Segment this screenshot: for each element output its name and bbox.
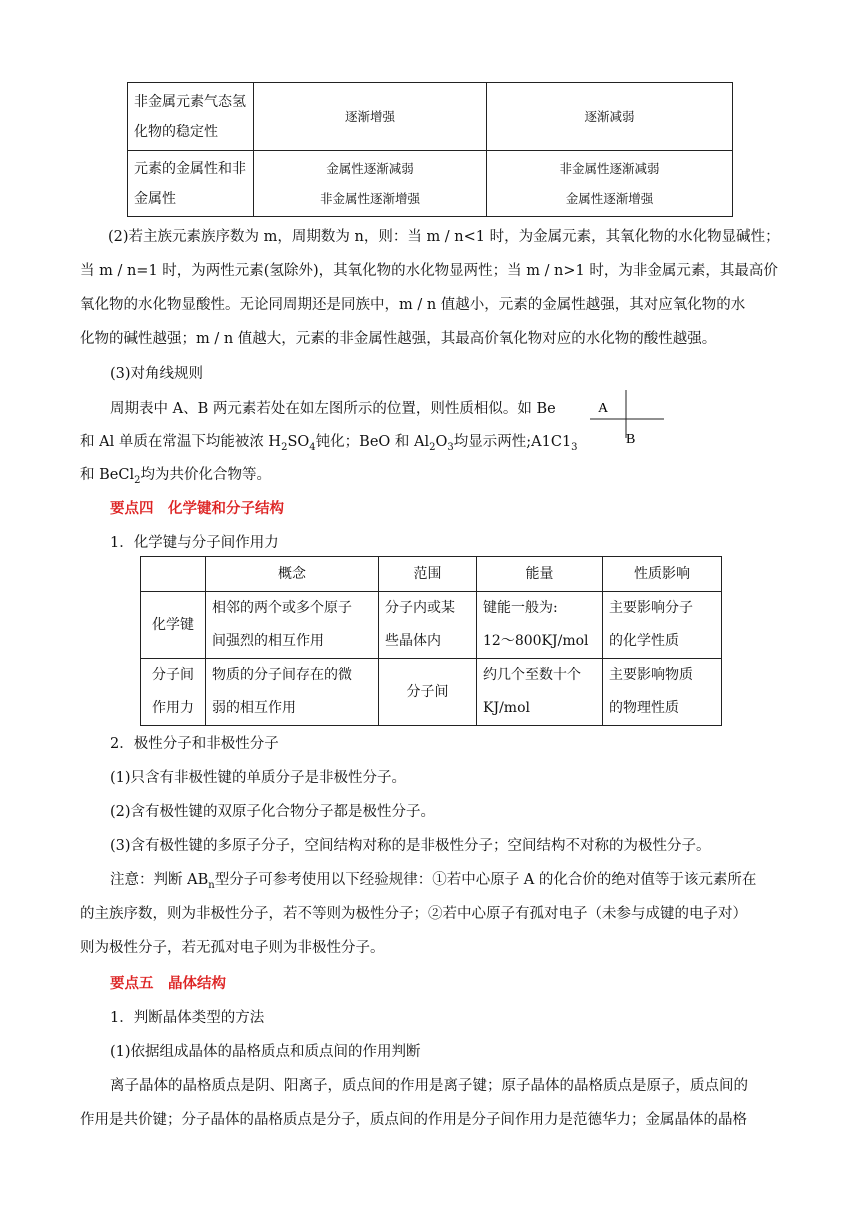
table-cell [254, 151, 487, 217]
diagonal-rule-line: 周期表中 A、B 两元素若处在如左图所示的位置，则性质相似。如 Be [110, 401, 556, 417]
chemical-bond-table [140, 556, 722, 726]
text-run: 钝化；BeO 和 Al [315, 434, 430, 450]
row-name: 化学键 [141, 592, 206, 659]
cell-line: 些晶体内 [385, 633, 441, 649]
text-run: 型分子可参考使用以下经验规律：①若中心原子 A 的化合价的绝对值等于该元素所在 [214, 872, 757, 888]
paragraph-line: 离子晶体的晶格质点是阴、阳离子，质点间的作用是离子键；原子晶体的晶格质点是原子，质点间的 [110, 1078, 748, 1094]
table-cell [477, 592, 603, 659]
diagonal-rule-line [80, 430, 578, 453]
header-cell: 能量 [477, 557, 603, 592]
paragraph-line: (1)依据组成晶体的晶格质点和质点间的作用判断 [110, 1044, 421, 1060]
cell-line: KJ/mol [483, 700, 530, 716]
header-cell: 性质影响 [603, 557, 722, 592]
cell-line: 相邻的两个或多个原子 [212, 600, 352, 616]
text-run: SO [287, 434, 310, 450]
label-b: B [626, 432, 636, 447]
table-cell [603, 659, 722, 726]
cell-line: 作用力 [152, 700, 194, 716]
subscript: 4 [309, 441, 316, 453]
cell-line: 分子间 [152, 667, 194, 683]
cell-line: 主要影响物质 [609, 667, 693, 683]
table-cell: 逐渐减弱 [487, 83, 733, 151]
paragraph-line: (1)只含有非极性键的单质分子是非极性分子。 [110, 770, 407, 786]
subscript: 3 [571, 441, 578, 453]
text-run: 注意：判断 AB [110, 872, 209, 888]
text-run: 和 Al 单质在常温下均能被浓 H [80, 434, 282, 450]
text-run: 均显示两性;A1C1 [453, 434, 572, 450]
paragraph-line: 作用是共价键；分子晶体的晶格质点是分子，质点间的作用是分子间作用力是范德华力；金属晶体的晶格 [80, 1112, 747, 1128]
subscript: 2 [281, 441, 288, 453]
text-run: 均为共价化合物等。 [140, 467, 271, 483]
header-cell: 概念 [206, 557, 379, 592]
cell-line: 约几个至数十个 [483, 667, 581, 683]
label-a: A [598, 401, 609, 416]
text-run: 和 BeCl [80, 467, 135, 483]
cell-line: 键能一般为: [483, 600, 558, 616]
subscript: n [208, 879, 215, 891]
cell-line: 主要影响分子 [609, 600, 693, 616]
cell-line: 金属性逐渐减弱 [326, 160, 414, 176]
paragraph-line: (2)若主族元素族序数为 m，周期数为 n，则：当 m / n<1 时，为金属元素，其氧化物的水化物显碱性； [108, 229, 780, 245]
section-heading: 要点五 晶体结构 [110, 975, 226, 992]
note-line: 则为极性分子，若无孤对电子则为非极性分子。 [80, 940, 385, 956]
cell-line: 分子内或某 [385, 600, 455, 616]
text-run: O [435, 434, 448, 450]
table-cell-label: 元素的金属性和非金属性 [128, 151, 254, 217]
table-row [128, 83, 733, 151]
table-row [141, 592, 722, 659]
note-line [110, 868, 756, 891]
cell-line: 物质的分子间存在的微 [212, 667, 352, 683]
table-cell [206, 592, 379, 659]
table-cell: 分子间 [379, 659, 477, 726]
header-cell [141, 557, 206, 592]
table-cell [206, 659, 379, 726]
paragraph-line: (3)含有极性键的多原子分子，空间结构对称的是非极性分子；空间结构不对称的为极性分子。 [110, 838, 711, 854]
subscript: 3 [447, 441, 454, 453]
paragraph-line: (2)含有极性键的双原子化合物分子都是极性分子。 [110, 804, 436, 820]
cell-line: 非金属性逐渐增强 [319, 190, 420, 206]
diagonal-rule-title: (3)对角线规则 [110, 366, 204, 382]
paragraph-line: 氧化物的水化物显酸性。无论同周期还是同族中，m / n 值越小，元素的金属性越强，其对应氧化物的水 [80, 297, 746, 313]
mn-rule-paragraph [80, 220, 790, 356]
periodic-trend-table [127, 82, 733, 217]
diagonal-cross-diagram [588, 388, 664, 458]
row-name [141, 659, 206, 726]
subscript: 2 [134, 474, 141, 486]
section-heading: 要点四 化学键和分子结构 [110, 500, 284, 517]
paragraph-line: 当 m / n=1 时，为两性元素(氢除外)，其氧化物的水化物显两性；当 m / n>1 时，为非金属元素，其最高价 [80, 263, 778, 279]
diagonal-rule-line [80, 463, 271, 486]
cell-line: 弱的相互作用 [212, 700, 296, 716]
table-cell-label: 非金属元素气态氢化物的稳定性 [128, 83, 254, 151]
table-cell [487, 151, 733, 217]
subscript: 2 [429, 441, 436, 453]
note-line: 的主族序数，则为非极性分子，若不等则为极性分子；②若中心原子有孤对电子（未参与成键的电子对） [80, 906, 747, 922]
table-row [141, 659, 722, 726]
cell-line: 金属性逐渐增强 [565, 190, 654, 206]
paragraph-line: 化物的碱性越强；m / n 值越大，元素的非金属性越强，其最高价氧化物对应的水化物的酸性越强。 [80, 331, 717, 347]
table-cell [477, 659, 603, 726]
subsection-heading: 1．判断晶体类型的方法 [110, 1010, 265, 1026]
table-header-row [141, 557, 722, 592]
table-row [128, 151, 733, 217]
cell-line: 非金属性逐渐减弱 [559, 160, 660, 176]
cell-line: 的物理性质 [609, 700, 679, 716]
cell-line: 间强烈的相互作用 [212, 633, 324, 649]
header-cell: 范围 [379, 557, 477, 592]
cell-line: 的化学性质 [609, 633, 679, 649]
table-cell: 逐渐增强 [254, 83, 487, 151]
subsection-heading: 2．极性分子和非极性分子 [110, 736, 279, 752]
cell-line: 12～800KJ/mol [483, 633, 589, 649]
table-cell [603, 592, 722, 659]
table-cell [379, 592, 477, 659]
subsection-heading: 1．化学键与分子间作用力 [110, 535, 279, 551]
